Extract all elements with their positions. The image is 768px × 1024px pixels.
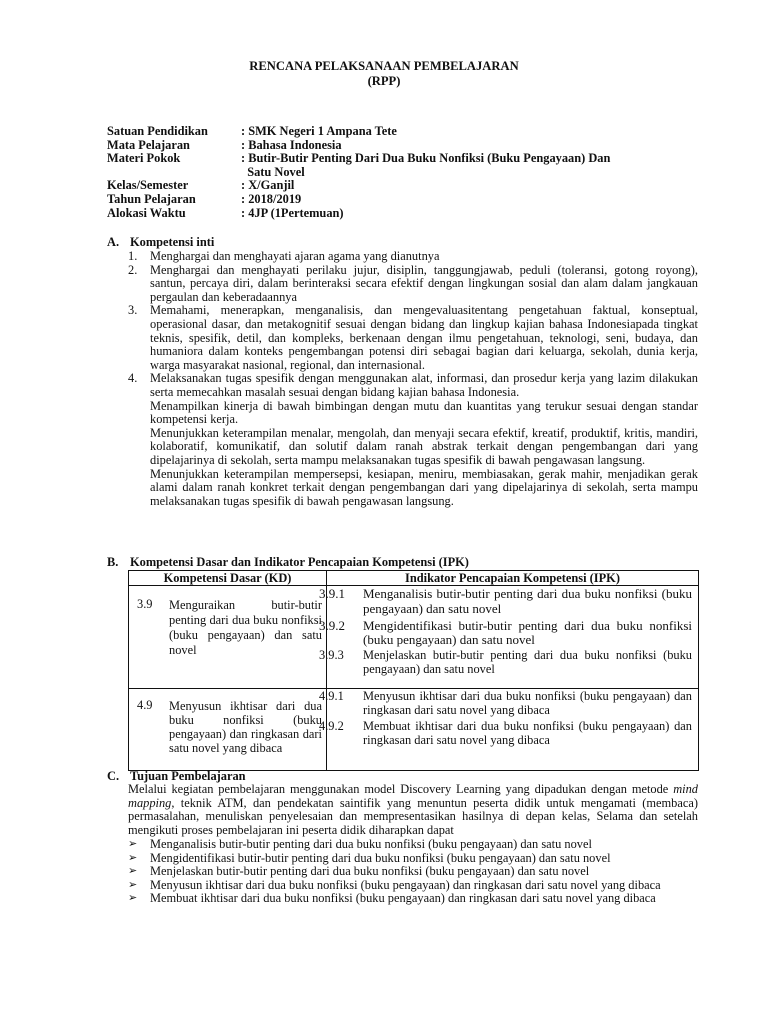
kd-text: Menyusun ikhtisar dari dua buku nonfiksi (buku pengayaan) dan ringkasan dari satu novel yang dibaca [169, 699, 322, 755]
goal-list [128, 838, 698, 906]
identity-row [107, 193, 707, 207]
goal-text: Membuat ikhtisar dari dua buku nonfiksi (buku pengayaan) dan ringkasan dari satu novel yang dibaca [150, 891, 656, 906]
arrow-bullet-icon: ➢ [128, 865, 138, 878]
identity-value: : 4JP (1Pertemuan) [241, 205, 344, 220]
identity-key: Alokasi Waktu [107, 205, 186, 220]
intro-text: , teknik ATM, dan pendekatan saintifik yang menuntun peserta didik untuk mengamati (membaca) permasalahan, menuliskan penyelesaian dan mempresentasikan hasilnya di depan kelas, Selama dan setelah mengikuti proses pembelajaran ini peserta didik diharapkan dapat [128, 795, 698, 837]
identity-block [107, 125, 707, 220]
section-letter: B. [107, 555, 119, 569]
table-row [129, 689, 699, 771]
list-item [128, 264, 698, 305]
list-item [128, 892, 698, 906]
identity-key: Satuan Pendidikan [107, 124, 208, 138]
identity-value: : SMK Negeri 1 Ampana Tete [241, 124, 397, 138]
identity-row [107, 139, 707, 153]
ipk-number: 3.9.1 [319, 586, 345, 601]
ipk-item [319, 689, 698, 717]
kd-text: Menguraikan butir-butir penting dari dua buku nonfiksi (buku pengayaan) dan satu novel [169, 598, 322, 657]
kd-number: 3.9 [137, 597, 153, 611]
identity-row [107, 166, 707, 180]
kd-cell [129, 689, 327, 771]
intro-text: Melalui kegiatan pembelajaran menggunakan model Discovery Learning yang dipadukan dengan metode [128, 782, 674, 796]
goal-text: Mengidentifikasi butir-butir penting dari dua buku nonfiksi (buku pengayaan) dan satu novel [150, 850, 611, 865]
tujuan-paragraph [128, 783, 698, 837]
column-header: Kompetensi Dasar (KD) [129, 571, 327, 586]
item-number: 1. [128, 249, 138, 263]
table-header-row [129, 571, 699, 586]
identity-value: : X/Ganjil [241, 178, 295, 193]
list-item [128, 372, 698, 399]
item-text: Melaksanakan tugas spesifik dengan menggunakan alat, informasi, dan prosedur kerja yang lazim dilakukan serta memecahkan masalah sesuai dengan bidang kajian bahasa Indonesia. [150, 371, 698, 399]
list-item [128, 852, 698, 866]
arrow-bullet-icon: ➢ [128, 838, 138, 850]
ipk-text: Menganalisis butir-butir penting dari dua buku nonfiksi (buku pengayaan) dan satu novel [363, 586, 692, 616]
ipk-number: 4.9.2 [319, 719, 344, 733]
identity-row [107, 207, 707, 221]
goal-text: Menyusun ikhtisar dari dua buku nonfiksi (buku pengayaan) dan ringkasan dari satu novel yang dibaca [150, 877, 661, 892]
kd-number: 4.9 [137, 698, 153, 712]
ipk-text: Mengidentifikasi butir-butir penting dari dua buku nonfiksi (buku pengayaan) dan satu novel [363, 618, 692, 647]
kd-cell [129, 586, 327, 689]
ipk-number: 3.9.2 [319, 618, 345, 633]
identity-row [107, 125, 707, 139]
identity-key [107, 166, 241, 180]
ipk-item [319, 586, 698, 616]
table-row [129, 586, 699, 689]
arrow-bullet-icon: ➢ [128, 892, 138, 905]
identity-key: Mata Pelajaran [107, 137, 190, 152]
section-a-heading [107, 236, 707, 250]
identity-value: : Butir-Butir Penting Dari Dua Buku Nonfiksi (Buku Pengayaan) Dan [241, 151, 611, 166]
ipk-number: 3.9.3 [319, 648, 344, 662]
identity-key: Tahun Pelajaran [107, 191, 196, 206]
ipk-text: Membuat ikhtisar dari dua buku nonfiksi (buku pengayaan) dan ringkasan dari satu novel yang dibaca [363, 719, 692, 747]
section-letter: A. [107, 235, 120, 249]
identity-value: : 2018/2019 [241, 191, 302, 206]
section-b-heading [107, 556, 707, 570]
item-text: Menghargai dan menghayati perilaku jujur, disiplin, tanggungjawab, peduli (toleransi, gotong royong), santun, percaya diri, dalam berinteraksi secara efektif dengan lingkungan sosial dan alam dalam jangkauan pergaulan dan keberadaannya [150, 262, 698, 304]
ipk-number: 4.9.1 [319, 689, 344, 703]
section-letter: C. [107, 769, 120, 783]
identity-row [107, 152, 707, 166]
paragraph: Menunjukkan keterampilan menalar, mengolah, dan menyaji secara efektif, kreatif, produktif, kritis, mandiri, kolaboratif, komunikatif, dan solutif dalam ranah abstrak terkait dengan pengembangan dari yang dipelajarinya di sekolah, serta mampu melaksanakan tugas spesifik di bawah pengawasan langsung. [150, 425, 698, 467]
ipk-cell [319, 689, 699, 771]
ipk-item [319, 618, 698, 647]
goal-text: Menjelaskan butir-butir penting dari dua buku nonfiksi (buku pengayaan) dan satu novel [150, 864, 590, 879]
ipk-item [319, 719, 698, 747]
paragraph: Menampilkan kinerja di bawah bimbingan dengan mutu dan kuantitas yang terukur sesuai dengan standar kompetensi kerja. [150, 398, 698, 427]
paragraph: Menunjukkan keterampilan mempersepsi, kesiapan, meniru, membiasakan, gerak mahir, menjadikan gerak alami dalam ranah konkret terkait dengan pengembangan dari yang dipelajarinya di sekolah, serta mampu melaksanakan tugas spesifik di bawah pengawasan langsung. [150, 466, 698, 508]
list-item [128, 304, 698, 372]
list-item [128, 865, 698, 879]
intro-emphasis: mind mapping [128, 782, 698, 810]
item-text: Memahami, menerapkan, menganalisis, dan mengevaluasitentang pengetahuan faktual, konseptual, operasional dasar, dan metakognitif sesuai dengan bidang dan lingkup kajian bahasa Indonesiapada tingkat teknis, spesifik, detil, dan kompleks, berkenaan dengan ilmu pengetahuan, teknologi, seni, budaya, dan humaniora dalam konteks pengembangan potensi diri sebagai bagian dari keluarga, sekolah, dunia kerja, warga masyarakat nasional, regional, dan internasional. [150, 303, 698, 372]
document-title: RENCANA PELAKSANAAN PEMBELAJARAN [249, 59, 519, 73]
ipk-item [319, 648, 698, 676]
kd-ipk-table [128, 570, 699, 771]
arrow-bullet-icon: ➢ [128, 851, 138, 864]
item-text: Menghargai dan menghayati ajaran agama yang dianutnya [150, 249, 440, 263]
identity-key: Kelas/Semester [107, 178, 189, 193]
list-item [128, 879, 698, 893]
section-title: Tujuan Pembelajaran [130, 769, 246, 783]
identity-key: Materi Pokok [107, 151, 181, 166]
section-title: Kompetensi Dasar dan Indikator Pencapaian Kompetensi (IPK) [130, 555, 469, 569]
column-header: Indikator Pencapaian Kompetensi (IPK) [327, 571, 699, 586]
arrow-bullet-icon: ➢ [128, 878, 138, 891]
identity-value: Satu Novel [241, 164, 305, 179]
identity-row [107, 179, 707, 193]
ipk-text: Menjelaskan butir-butir penting dari dua buku nonfiksi (buku pengayaan) dan satu novel [363, 648, 692, 676]
list-item [128, 250, 698, 264]
section-title: Kompetensi inti [130, 235, 215, 249]
item-number: 2. [128, 262, 138, 277]
item-number: 3. [128, 303, 138, 318]
list-item [128, 838, 698, 852]
item-number: 4. [128, 371, 138, 386]
ipk-cell [319, 586, 699, 689]
identity-value: : Bahasa Indonesia [241, 137, 342, 152]
kompetensi-inti-list [128, 250, 698, 508]
document-subtitle: (RPP) [367, 74, 401, 88]
goal-text: Menganalisis butir-butir penting dari dua buku nonfiksi (buku pengayaan) dan satu novel [150, 837, 592, 851]
ipk-text: Menyusun ikhtisar dari dua buku nonfiksi (buku pengayaan) dan ringkasan dari satu novel yang dibaca [363, 689, 692, 717]
